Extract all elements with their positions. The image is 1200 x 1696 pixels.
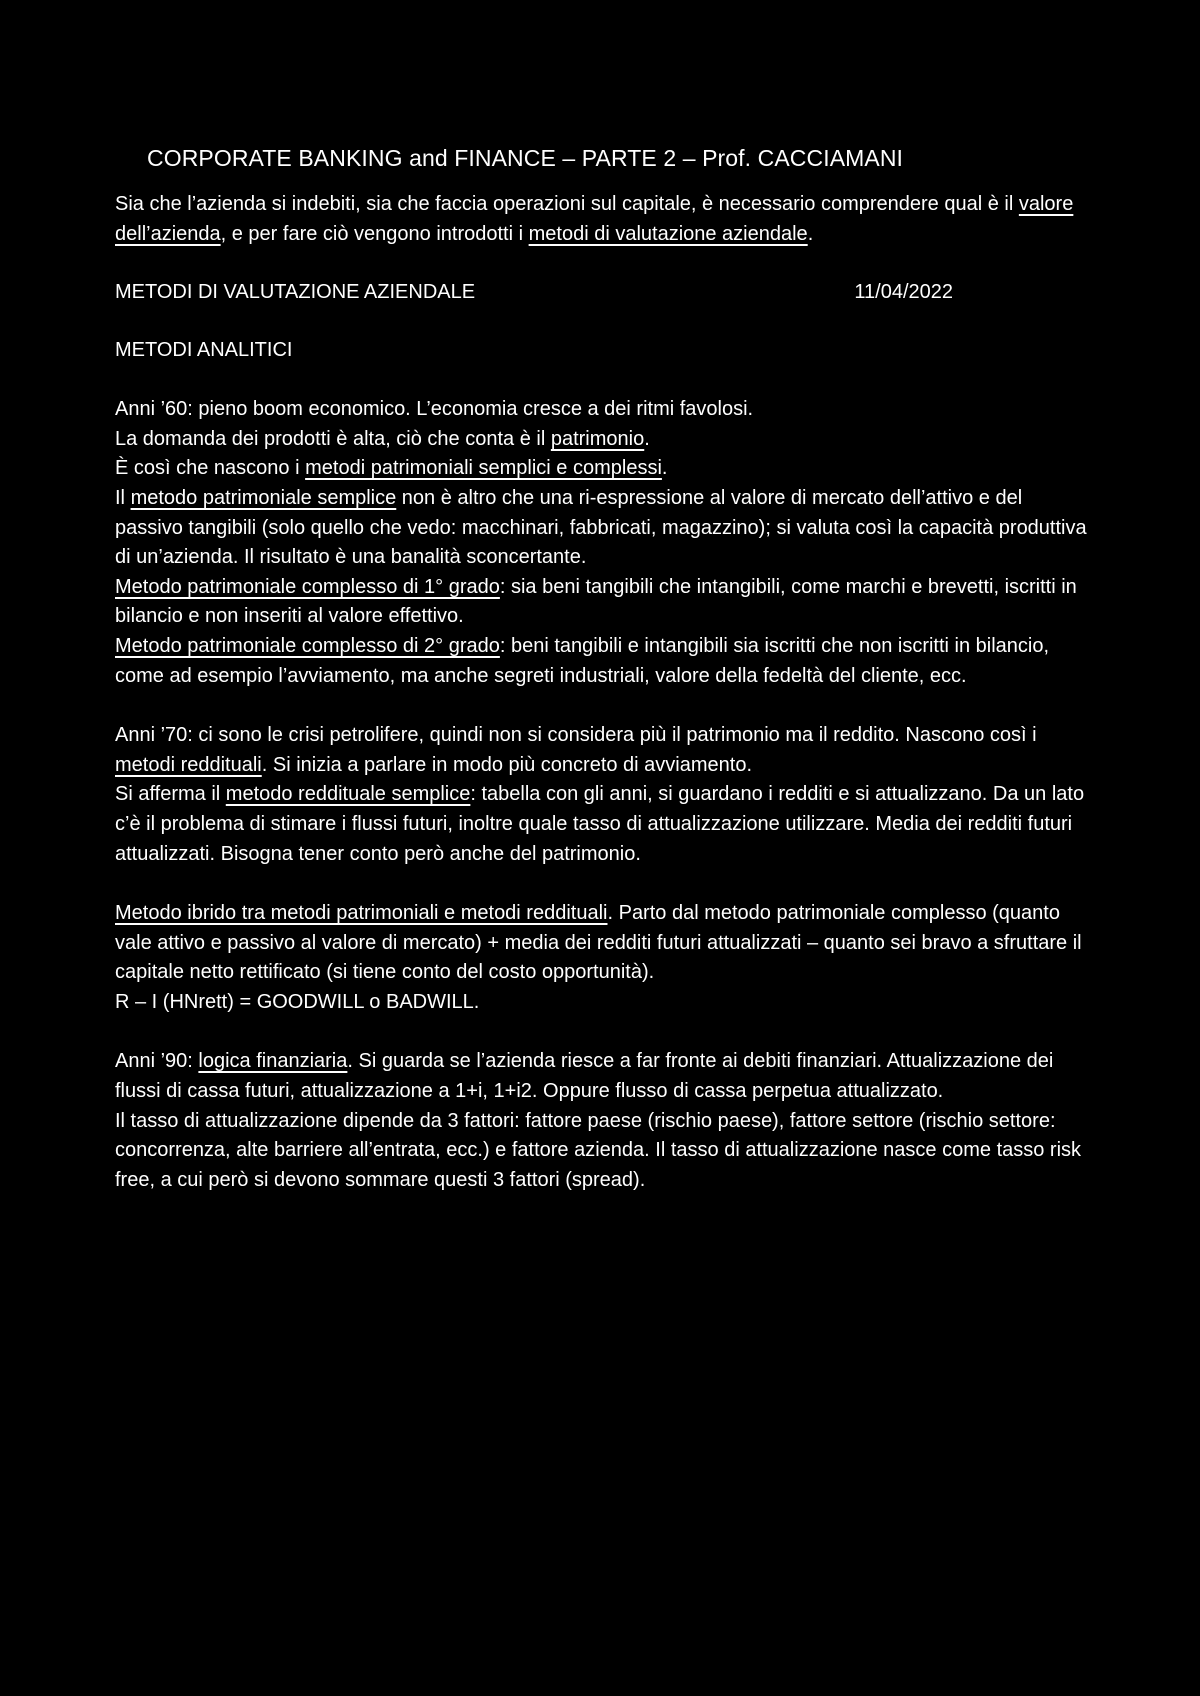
metodo-ibrido-paragraph [115, 899, 1095, 988]
section-heading: METODI DI VALUTAZIONE AZIENDALE [115, 281, 476, 304]
anni90-p1-text-1: Anni ’90: [115, 1050, 199, 1073]
p6-text-1: : beni tangibili e intangibili sia iscritti che non iscritti in bilancio, come ad esempio l’avviamento, ma anche segreti industriali, valore della fedeltà del cliente, ecc. [115, 634, 1050, 687]
metodo-complesso-1-paragraph [115, 573, 1095, 632]
p5-text-1: : sia beni tangibili che intangibili, come marchi e brevetti, iscritti in bilancio e non inseriti al valore effettivo. [115, 575, 1077, 628]
intro-underline-1: valore dell’azienda [115, 193, 1074, 245]
p6-underline: Metodo patrimoniale complesso di 2° grado [115, 634, 500, 657]
document-page [115, 140, 1095, 1195]
intro-paragraph [115, 190, 1095, 249]
intro-text-2: , e per fare ciò vengono introdotti i [220, 222, 529, 245]
p4-underline: metodo patrimoniale semplice [130, 486, 397, 509]
anni70-p2-text-2: : tabella con gli anni, si guardano i redditi e si attualizzano. Da un lato c’è il problema di stimare i flussi futuri, inoltre quale tasso di attualizzazione utilizzare. Media dei redditi futuri attualizzati. Bisogna tener conto però anche del patrimonio. [115, 783, 1085, 865]
anni60-line2-text-1: La domanda dei prodotti è alta, ciò che conta è il [115, 427, 551, 450]
anni70-paragraph-1 [115, 721, 1095, 780]
document-title: CORPORATE BANKING and FINANCE – PARTE 2 – Prof. CACCIAMANI [147, 145, 904, 171]
anni60-line3-text-1: È così che nascono i [115, 457, 306, 480]
anni90-paragraph-2: Il tasso di attualizzazione dipende da 3 fattori: fattore paese (rischio paese), fattore settore (rischio settore: concorrenza, alte barriere all’entrata, ecc.) e fattore azienda. Il tasso di attualizzazione nasce come tasso risk free, a cui però si devono sommare questi 3 fattori (spread). [115, 1109, 1082, 1191]
subheading-metodi-analitici: METODI ANALITICI [115, 339, 293, 362]
metodo-complesso-2-paragraph [115, 632, 1095, 691]
intro-text-1: Sia che l’azienda si indebiti, sia che faccia operazioni sul capitale, è necessario comprendere qual è il [115, 193, 1019, 215]
intro-text-3: . [807, 222, 814, 245]
anni90-p1-text-2: . Si guarda se l’azienda riesce a far fronte ai debiti finanziari. Attualizzazione dei flussi di cassa futuri, attualizzazione a 1+i, 1+i2. Oppure flusso di cassa perpetua attualizzato. [115, 1050, 1054, 1103]
anni70-paragraph-2 [115, 780, 1095, 869]
anni60-line2-text-2: . [644, 427, 650, 450]
p4-text-1: Il [115, 486, 131, 509]
anni60-line2-underline: patrimonio [550, 427, 645, 450]
section-heading-row [115, 277, 953, 307]
ibrido-underline: Metodo ibrido tra metodi patrimoniali e metodi reddituali [115, 902, 608, 925]
anni70-p1-text-2: . Si inizia a parlare in modo più concreto di avviamento. [261, 753, 753, 776]
intro-underline-2: metodi di valutazione aziendale [528, 222, 808, 245]
ibrido-text-1: . Parto dal metodo patrimoniale complesso (quanto vale attivo e passivo al valore di mercato) + media dei redditi futuri attualizzati – quanto sei bravo a sfruttare il capitale netto rettificato (si tiene conto del costo opportunità). [115, 902, 1082, 984]
anni90-p1-underline: logica finanziaria [198, 1050, 348, 1073]
anni90-paragraph-1 [115, 1047, 1095, 1106]
anni60-line2 [115, 425, 1095, 455]
p4-text-2: non è altro che una ri-espressione al valore di mercato dell’attivo e del passivo tangibili (solo quello che vedo: macchinari, fabbricati, magazzino); si valuta così la capacità produttiva di un’azienda. Il risultato è una banalità sconcertante. [115, 486, 1087, 569]
p5-underline: Metodo patrimoniale complesso di 1° grado [115, 575, 500, 598]
anni60-line1: Anni ’60: pieno boom economico. L’economia cresce a dei ritmi favolosi. [115, 398, 754, 421]
section-date: 11/04/2022 [854, 281, 953, 304]
anni70-p1-underline: metodi reddituali [115, 753, 262, 776]
anni70-p2-text-1: Si afferma il [115, 783, 226, 806]
anni70-p2-underline: metodo reddituale semplice [225, 783, 471, 806]
anni60-line3-text-2: . [661, 457, 668, 480]
anni70-p1-text-1: Anni ’70: ci sono le crisi petrolifere, quindi non si considera più il patrimonio ma il reddito. Nascono così i [115, 724, 1037, 747]
metodo-patrimoniale-semplice-paragraph [115, 484, 1095, 573]
anni60-line3 [115, 454, 1095, 484]
anni60-line3-underline: metodi patrimoniali semplici e complessi [305, 457, 662, 480]
goodwill-formula: R – I (HNrett) = GOODWILL o BADWILL. [115, 990, 480, 1013]
